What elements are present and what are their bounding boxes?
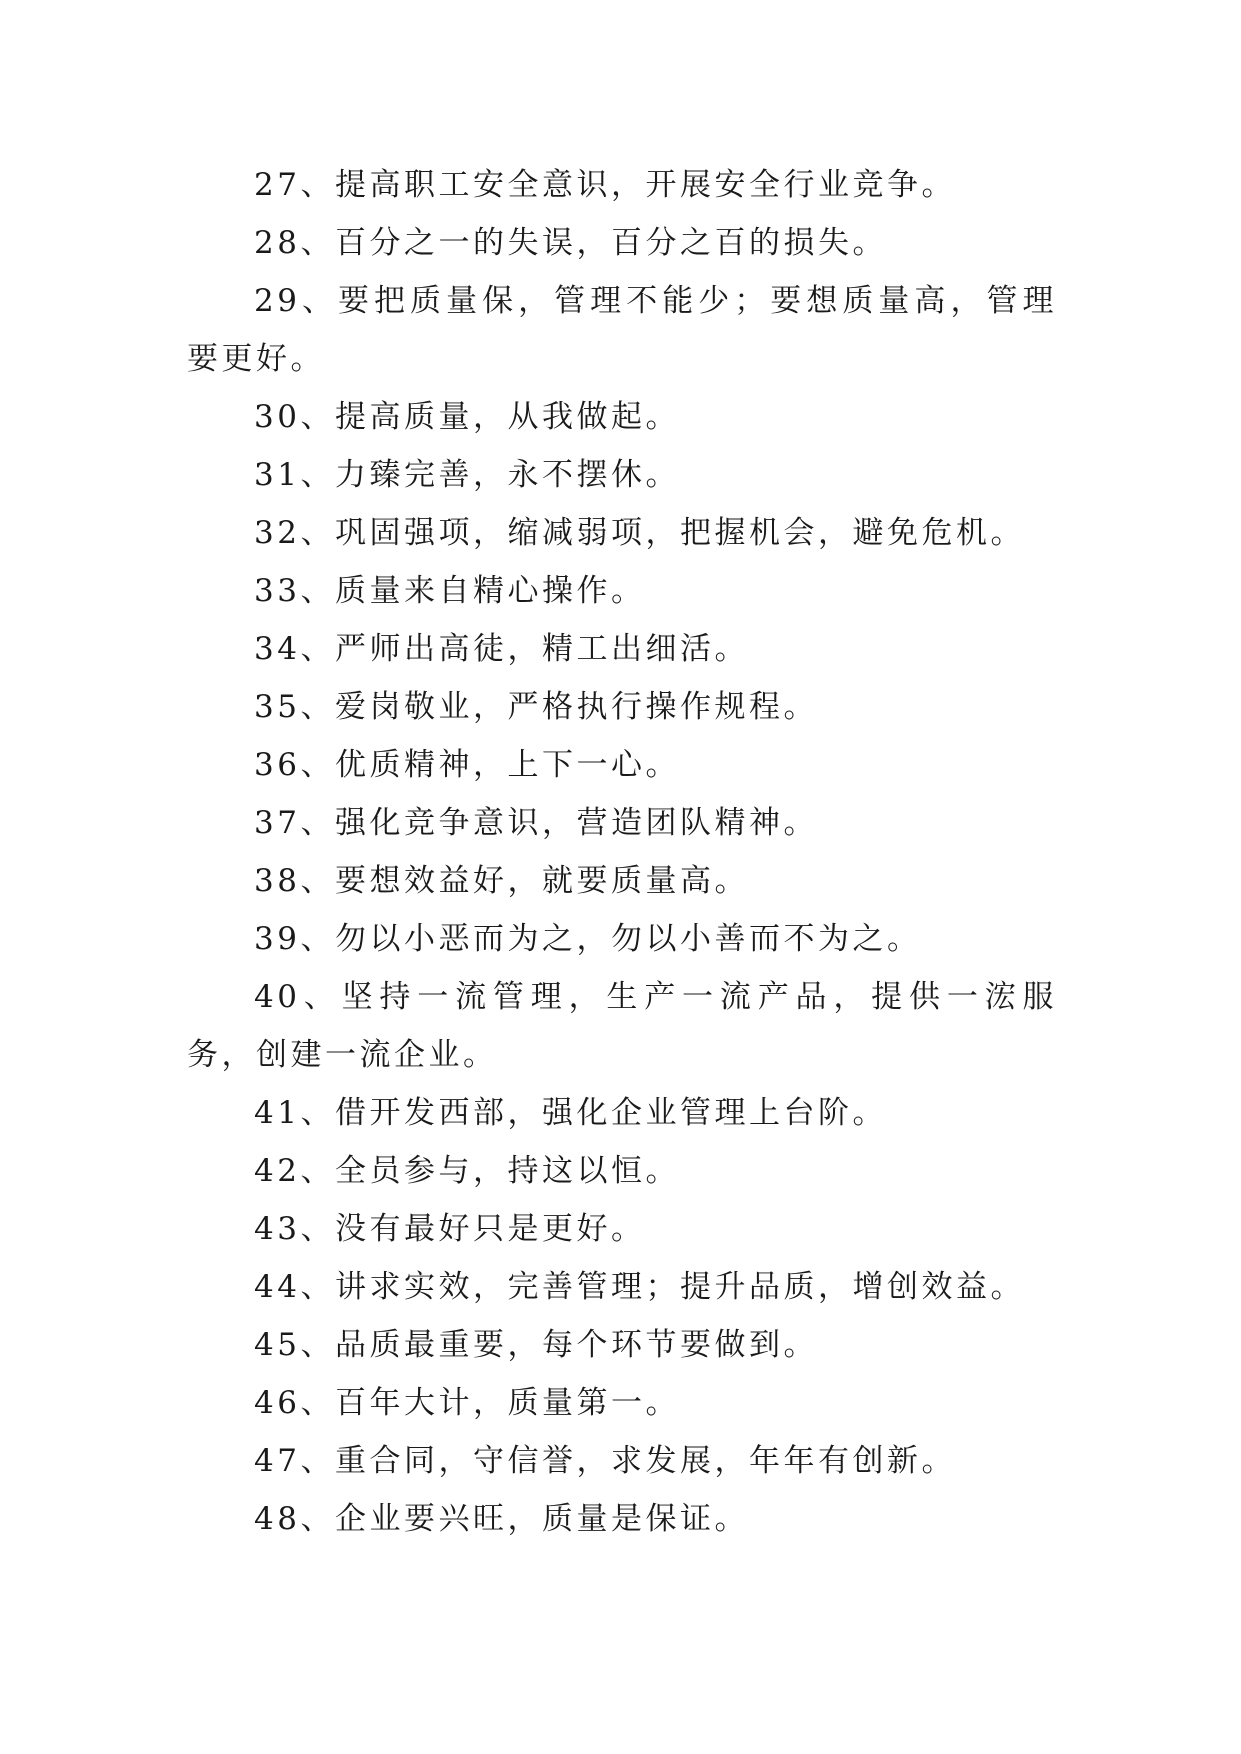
list-item: 48、企业要兴旺，质量是保证。 [254, 1501, 749, 1537]
list-item: 46、百年大计，质量第一。 [254, 1385, 680, 1421]
list-item: 28、百分之一的失误，百分之百的损失。 [254, 225, 887, 261]
list-item: 38、要想效益好，就要质量高。 [254, 863, 749, 899]
list-item: 44、讲求实效，完善管理；提升品质，增创效益。 [254, 1269, 1025, 1305]
list-item: 34、严师出高徒，精工出细活。 [254, 631, 749, 667]
list-item: 47、重合同，守信誉，求发展，年年有创新。 [254, 1443, 956, 1479]
list-item: 30、提高质量，从我做起。 [254, 399, 680, 435]
list-item: 37、强化竞争意识，营造团队精神。 [254, 805, 818, 841]
list-item: 45、品质最重要，每个环节要做到。 [254, 1327, 818, 1363]
list-item: 33、质量来自精心操作。 [254, 573, 646, 609]
list-item: 41、借开发西部，强化企业管理上台阶。 [254, 1095, 887, 1131]
list-item: 27、提高职工安全意识，开展安全行业竞争。 [254, 167, 956, 203]
list-item: 31、力臻完善，永不摆休。 [254, 457, 680, 493]
list-item: 40、坚持一流管理，生产一流产品，提供一浤服务，创建一流企业。 [187, 979, 1057, 1073]
list-item: 39、勿以小恶而为之，勿以小善而不为之。 [254, 921, 922, 957]
list-item: 43、没有最好只是更好。 [254, 1211, 646, 1247]
list-item: 42、全员参与，持这以恒。 [254, 1153, 680, 1189]
document-body [187, 156, 1057, 1548]
list-item: 35、爱岗敬业，严格执行操作规程。 [254, 689, 818, 725]
list-item: 29、要把质量保，管理不能少；要想质量高，管理要更好。 [187, 283, 1057, 377]
list-item: 36、优质精神，上下一心。 [254, 747, 680, 783]
list-item: 32、巩固强项，缩减弱项，把握机会，避免危机。 [254, 515, 1025, 551]
